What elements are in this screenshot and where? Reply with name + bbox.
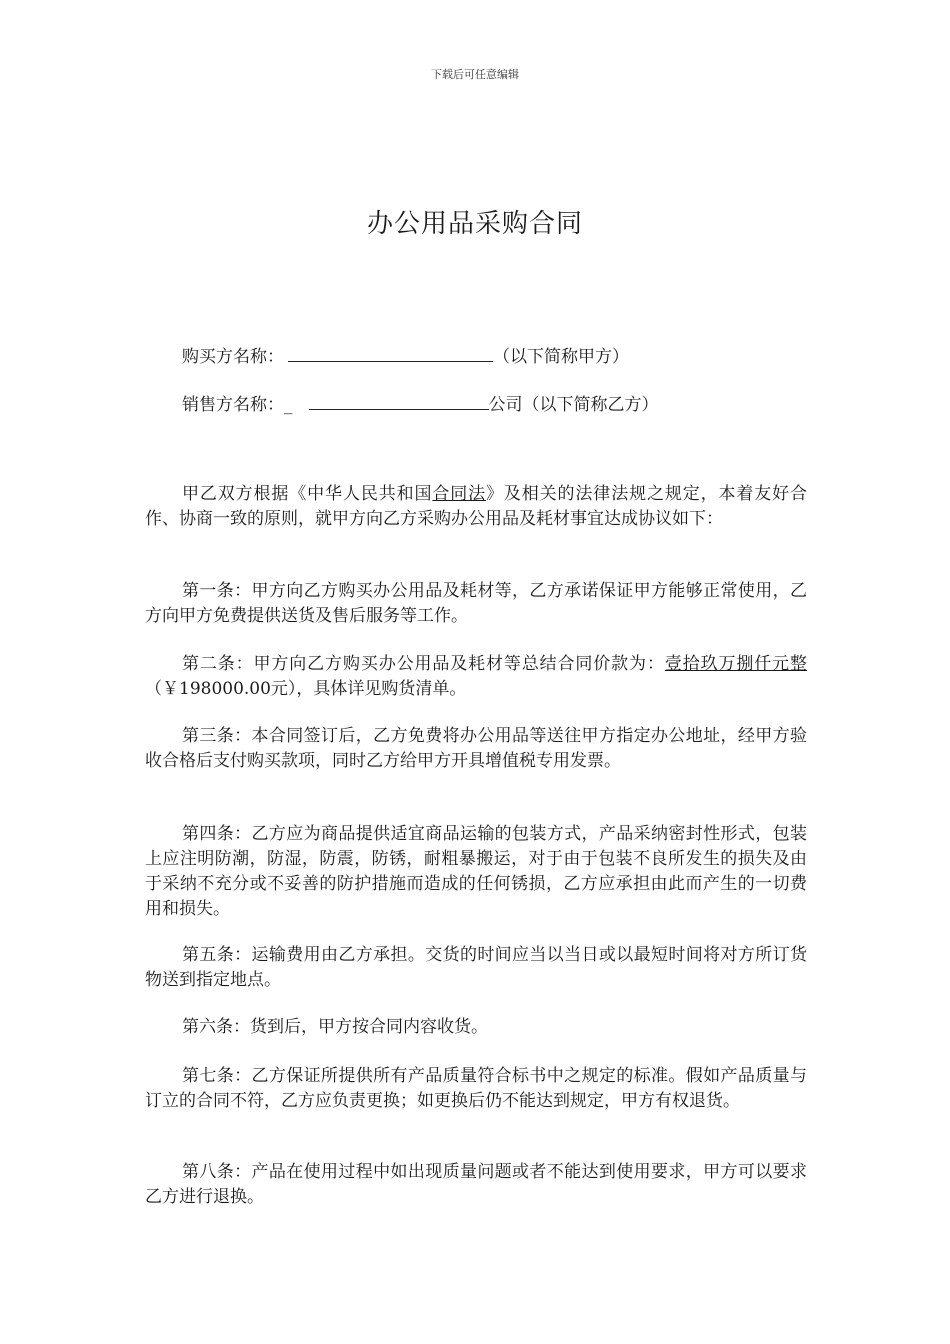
contract-law-link[interactable]: 合同法 bbox=[432, 484, 487, 504]
article-2-amount: （￥198000.00元），具体详见购货清单。 bbox=[145, 679, 467, 699]
page-title: 办公用品采购合同 bbox=[366, 209, 583, 239]
intro-text-after: 》及相关的法律法规之规定，本着友好合作、协商一致的原则，就甲方向乙方采购办公用品及耗材事宜达成协议如下： bbox=[145, 484, 808, 529]
seller-name-blank bbox=[309, 393, 489, 410]
article-2-text: 第二条：甲方向乙方购买办公用品及耗材等总结合同价款为： bbox=[182, 654, 665, 674]
buyer-name-blank bbox=[288, 345, 493, 362]
article-5: 第五条：运输费用由乙方承担。交货的时间应当以当日或以最短时间将对方所订货物送到指定地点。 bbox=[145, 945, 807, 990]
article-6: 第六条：货到后，甲方按合同内容收货。 bbox=[182, 1017, 488, 1037]
buyer-label: 购买方名称： bbox=[182, 347, 284, 367]
intro-paragraph bbox=[145, 482, 807, 532]
seller-suffix: 公司（以下简称乙方） bbox=[488, 395, 659, 415]
seller-prefix: _ bbox=[284, 395, 293, 415]
seller-label: 销售方名称： bbox=[182, 395, 284, 415]
article-4: 第四条：乙方应为商品提供适宜商品运输的包装方式，产品采纳密封性形式，包装上应注明防潮，防湿，防震，防锈，耐粗暴搬运，对于由于包装不良所发生的损失及由于采纳不充分或不妥善的防护措施而造成的任何锈损，乙方应承担由此而产生的一切费用和损失。 bbox=[145, 824, 807, 919]
article-7: 第七条：乙方保证所提供所有产品质量符合标书中之规定的标准。假如产品质量与订立的合同不符，乙方应负责更换；如更换后仍不能达到规定，甲方有权退货。 bbox=[145, 1066, 807, 1111]
buyer-line bbox=[182, 342, 629, 367]
article-3: 第三条：本合同签订后，乙方免费将办公用品等送往甲方指定办公地址，经甲方验收合格后支付购买款项，同时乙方给甲方开具增值税专用发票。 bbox=[145, 726, 807, 771]
buyer-suffix: （以下简称甲方） bbox=[493, 347, 629, 367]
intro-text-before: 甲乙双方根据《中华人民共和国 bbox=[182, 484, 433, 504]
contract-amount-words: 壹拾玖万捌仟元整 bbox=[664, 654, 808, 674]
seller-line bbox=[182, 390, 659, 415]
article-2 bbox=[145, 652, 807, 702]
article-8: 第八条：产品在使用过程中如出现质量问题或者不能达到使用要求，甲方可以要求乙方进行退换。 bbox=[145, 1162, 807, 1207]
article-1: 第一条：甲方向乙方购买办公用品及耗材等，乙方承诺保证甲方能够正常使用，乙方向甲方免费提供送货及售后服务等工作。 bbox=[145, 581, 807, 626]
header-note: 下载后可任意编辑 bbox=[431, 68, 519, 81]
